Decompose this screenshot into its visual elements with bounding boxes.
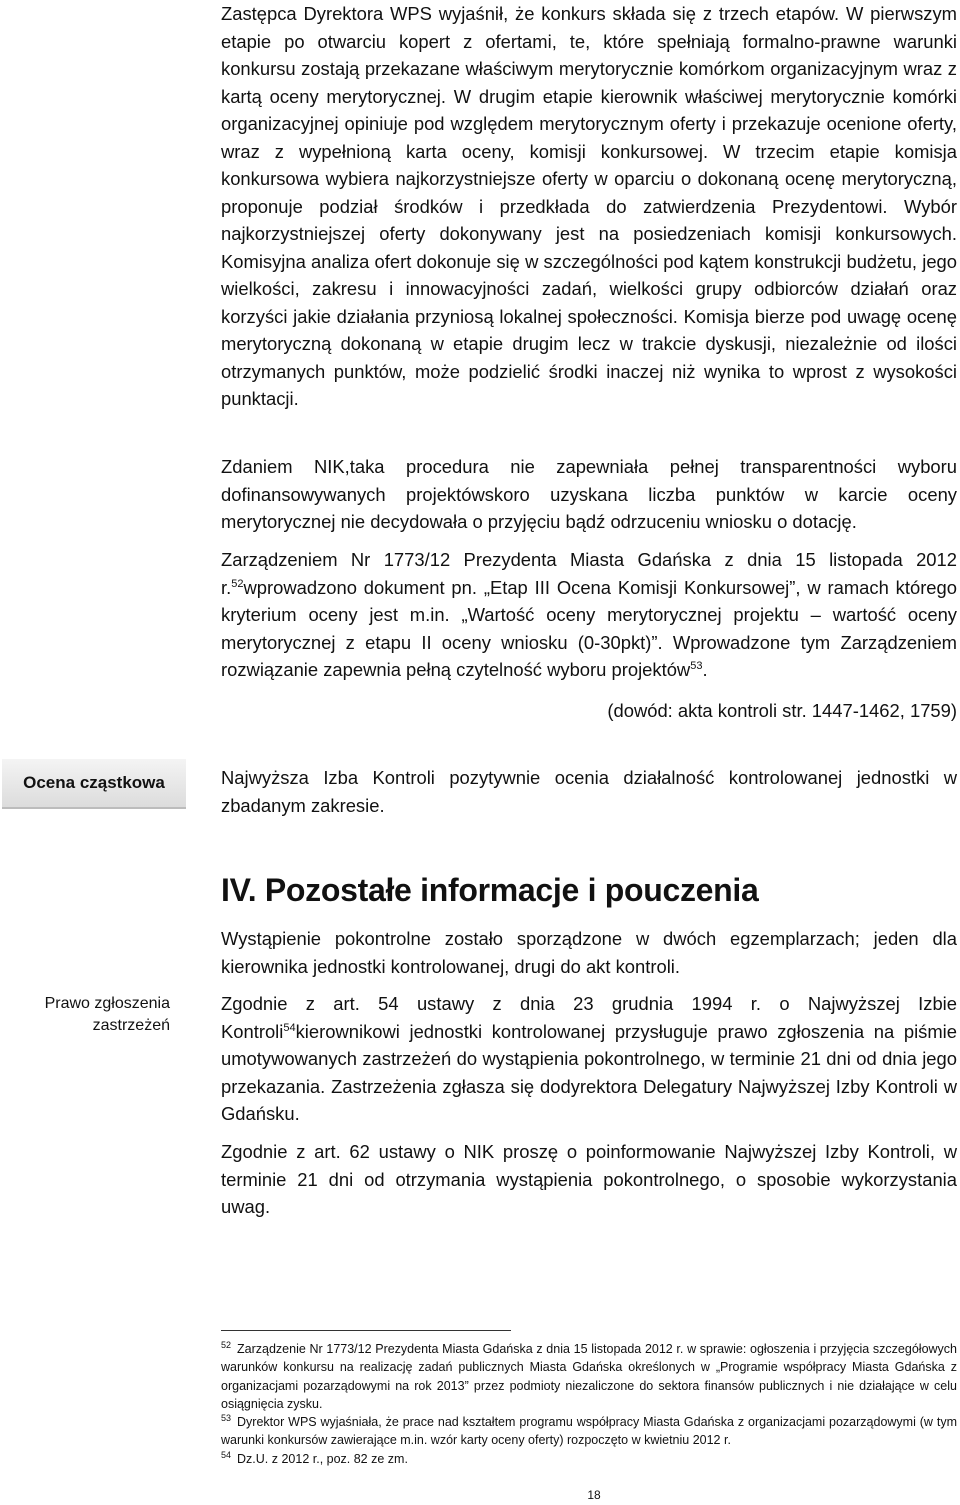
footnotes — [221, 1340, 957, 1468]
footnote-text: Dz.U. z 2012 r., poz. 82 ze zm. — [237, 1451, 408, 1466]
footnote-num: 54 — [221, 1449, 232, 1460]
partial-rating-paragraph — [221, 764, 957, 819]
ordinance-paragraph — [221, 546, 957, 684]
ordinance-part2: wprowadzono dokument pn. „Etap III Ocena Komisji Konkursowej”, w ramach którego kryterium oceny jest m.in. „Wartość oceny merytorycznej projektu – wartość oceny merytorycznej z etapu II oceny wniosku (0-30pkt)”. Wprowadzone tym Zarządzeniem rozwiązanie zapewnia pełną czytelność wyboru projektów — [221, 576, 957, 680]
footnote-ref-52[interactable]: 52 — [231, 577, 244, 590]
objection-part2: kierownikowi jednostki kontrolowanej przysługuje prawo zgłoszenia na piśmie umotywowanych zastrzeżeń do wystąpienia pokontrolnego, w terminie 21 dni od dnia jego przekazania. Zastrzeżenia zgłasza się dodyrektora Delegatury Najwyższej Izby Kontroli w Gdańsku. — [221, 1020, 957, 1124]
nik-opinion-text: Zdaniem NIK,taka procedura nie zapewniała pełnej transparentności wyboru dofinansowywanych projektówskoro uzyskana liczba punktów w karcie oceny merytorycznej nie decydowała o przyjęciu bądź odrzuceniu wniosku o dotację. — [221, 456, 957, 532]
ordinance-text — [221, 546, 957, 684]
objection-part1: Zgodnie z art. 54 ustawy z dnia 23 grudnia 1994 r. o Najwyższej Izbie Kontroli — [221, 993, 957, 1042]
evidence-text: (dowód: akta kontroli str. 1447-1462, 1759) — [607, 700, 957, 721]
art62-text: Zgodnie z art. 62 ustawy o NIK proszę o poinformowanie Najwyższej Izby Kontroli, w terminie 21 dni od otrzymania wystąpienia pokontrolnego, o sposobie wykorzystania uwag. — [221, 1141, 957, 1217]
footnote-ref-54[interactable]: 54 — [283, 1021, 296, 1034]
footnote-separator — [221, 1330, 511, 1331]
partial-rating-text: Najwyższa Izba Kontroli pozytywnie ocenia działalność kontrolowanej jednostki w zbadanym zakresie. — [221, 767, 957, 816]
partial-rating-label-box — [2, 759, 186, 809]
ordinance-part3: . — [702, 659, 708, 680]
footnote-54 — [221, 1450, 957, 1468]
objection-paragraph — [221, 990, 957, 1128]
section-heading: IV. Pozostałe informacje i pouczenia — [221, 872, 759, 908]
footnote-52 — [221, 1340, 957, 1413]
footnote-ref-53[interactable]: 53 — [690, 659, 703, 672]
objection-text — [221, 990, 957, 1128]
footnote-text: Dyrektor WPS wyjaśniała, że prace nad kształtem programu współpracy Miasta Gdańska z organizacjami pozarządowymi (w tym warunki konkursów zawierające m.in. wzór karty oceny oferty) rozpoczęto w kwietniu 2012 r. — [221, 1415, 957, 1448]
copies-paragraph — [221, 925, 957, 980]
footnote-text: Zarządzenie Nr 1773/12 Prezydenta Miasta Gdańska z dnia 15 listopada 2012 r. w sprawie: ogłoszenia i przyjęcia szczegółowych warunków konkursu na realizację zadań publicznych Miasta Gdańska określonych w „Programie współpracy Miasta Gdańska z organizacjami pozarządowymi na rok 2013” przez podmioty niezaliczone do sektora finansów publicznych i nie działające w celu osiągnięcia zysku. — [221, 1342, 957, 1411]
evidence-line — [221, 697, 957, 725]
footnote-53 — [221, 1413, 957, 1450]
footnote-num: 52 — [221, 1339, 232, 1350]
objection-side-label: Prawo zgłoszenia zastrzeżeń — [44, 995, 170, 1034]
intro-paragraph — [221, 0, 957, 413]
ordinance-part1: Zarządzeniem Nr 1773/12 Prezydenta Miasta Gdańska z dnia 15 listopada 2012 r. — [221, 549, 957, 598]
art62-paragraph — [221, 1138, 957, 1221]
partial-rating-label: Ocena cząstkowa — [23, 773, 165, 792]
copies-text: Wystąpienie pokontrolne zostało sporządzone w dwóch egzemplarzach; jeden dla kierownika jednostki kontrolowanej, drugi do akt kontroli. — [221, 928, 957, 977]
intro-text: Zastępca Dyrektora WPS wyjaśnił, że konkurs składa się z trzech etapów. W pierwszym etapie po otwarciu kopert z ofertami, te, które spełniają formalno-prawne warunki konkursu zostają przekazane właściwym merytorycznie komórkom organizacyjnym wraz z kartą oceny merytorycznej. W drugim etapie kierownik właściwej merytorycznie komórki organizacyjnej opiniuje pod względem merytorycznym oferty i przekazuje ocenione oferty, wraz z wypełnioną karta oceny, komisji konkursowej. W trzecim etapie komisja konkursowa wybiera najkorzystniejsze oferty w oparciu o dokonaną ocenę merytoryczną, proponuje podział środków i przedkłada do zatwierdzenia Prezydentowi. Wybór najkorzystniejszej oferty dokonywany jest na posiedzeniach komisji konkursowych. Komisyjna analiza ofert dokonuje się w szczególności pod kątem konstrukcji budżetu, jego wielkości, zakresu i innowacyjności zadań, wielkości grupy odbiorców działań oraz korzyści jakie działania przyniosą lokalnej społeczności. Komisja bierze pod uwagę ocenę merytoryczną dokonaną w etapie drugim lecz w trakcie dyskusji, niezależnie od ilości otrzymanych punktów, może podzielić środki inaczej niż wynika to wprost z wysokości punktacji. — [221, 3, 957, 409]
nik-opinion-paragraph — [221, 453, 957, 536]
footnote-num: 53 — [221, 1413, 232, 1424]
page-number: 18 — [587, 1488, 601, 1502]
